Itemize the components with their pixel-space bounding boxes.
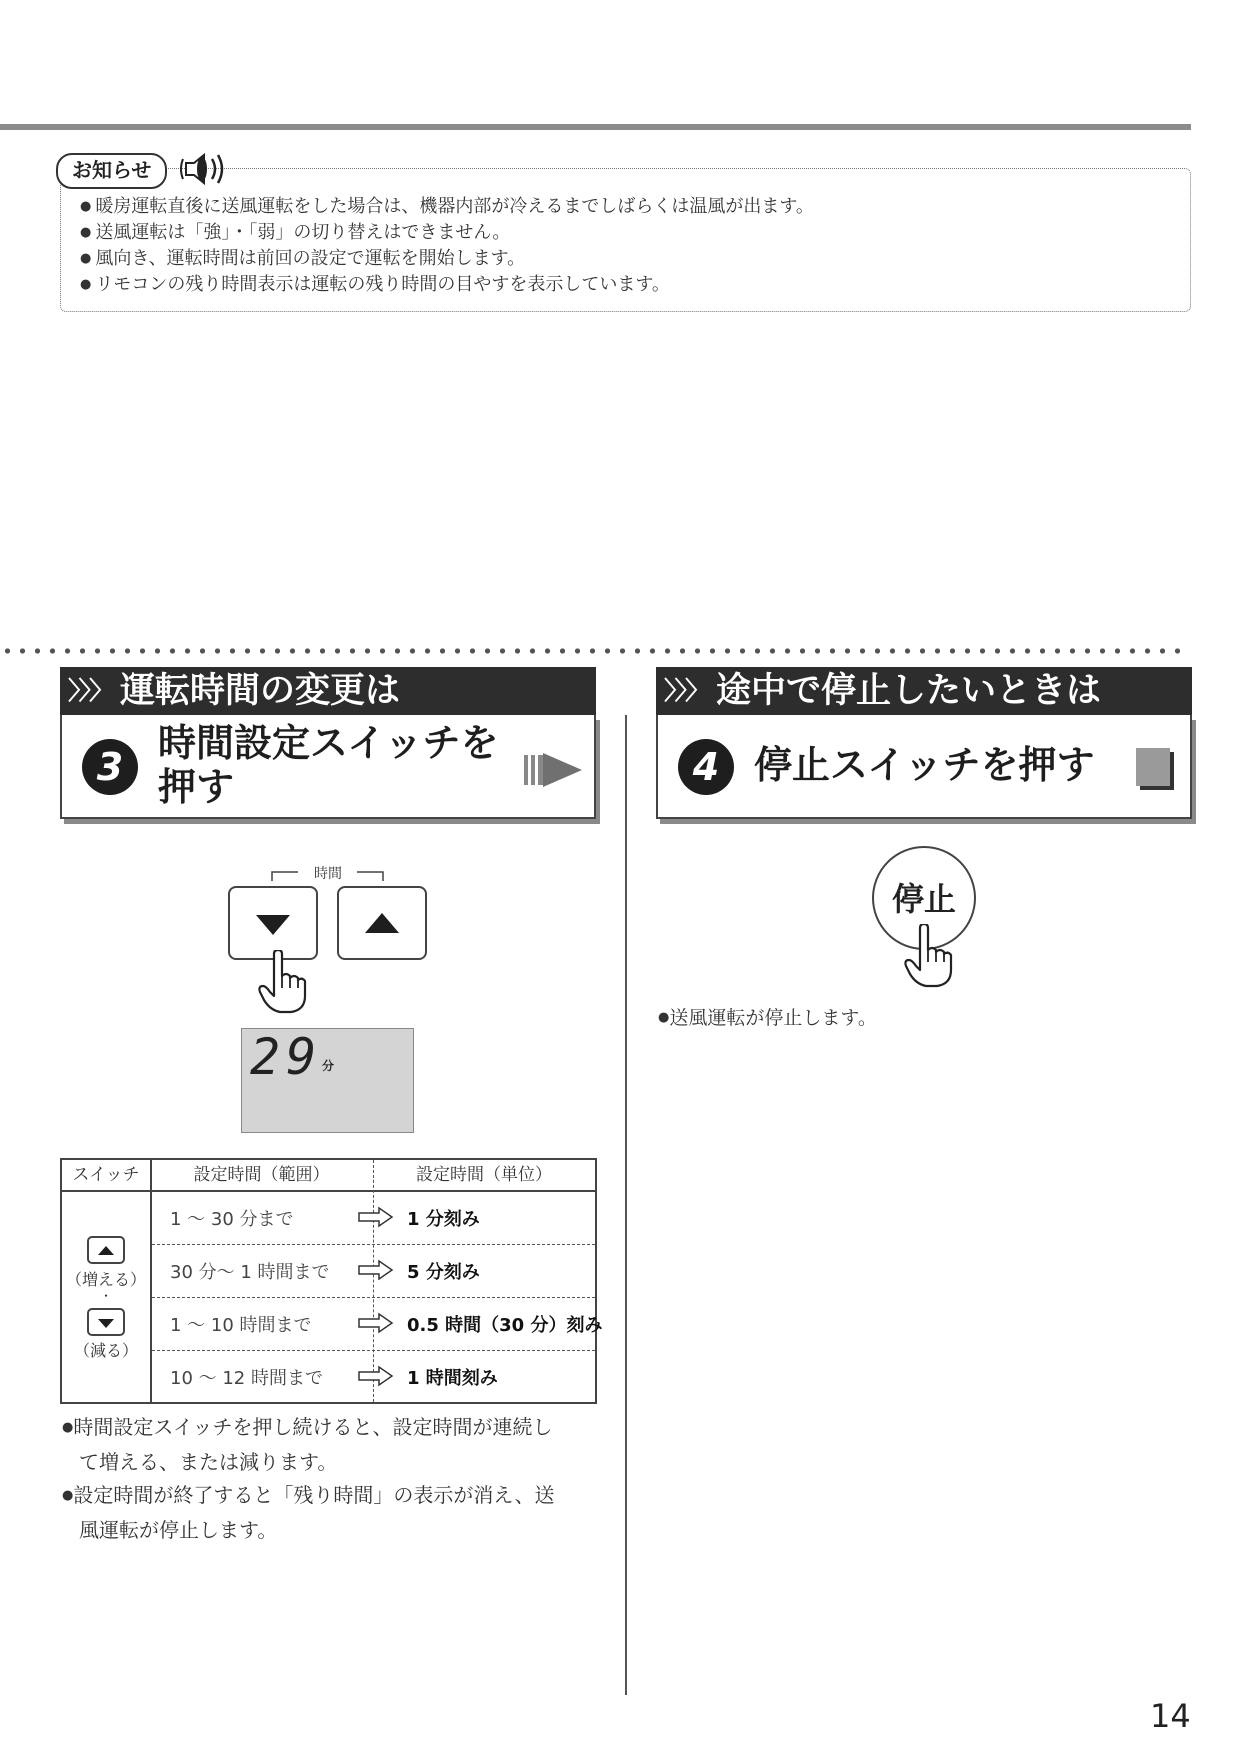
hollow-arrow-icon [358,1259,394,1281]
note-text: 風運転が停止します。 [79,1518,278,1542]
time-setting-table [60,1158,603,1404]
table-header-cell: 設定時間（範囲） [193,1165,330,1185]
top-rule [0,124,1191,130]
up-triangle-icon [365,913,399,933]
note-text: 設定時間が終了すると「残り時間」の表示が消え、送 [73,1483,555,1507]
switch-up-button [87,1236,125,1264]
table-col-line [150,1160,152,1402]
lcd-unit: 分 [322,1059,335,1073]
table-unit-cell: 1 時間刻み [407,1368,498,1389]
step-number: 4 [678,739,734,795]
note-text: て増える、または減ります。 [79,1450,338,1474]
stop-button-label: 停止 [891,880,956,918]
notice-item: ● 風向き、運転時間は前回の設定で運転を開始します。 [80,246,814,272]
table-range-cell: 1 ～ 30 分まで [170,1209,294,1230]
hollow-arrow-icon [358,1365,394,1387]
up-triangle-icon [98,1246,114,1255]
section-header-stop [656,667,1192,715]
table-header-cell: 設定時間（単位） [416,1165,552,1185]
speaker-icon [180,149,230,189]
section-title: 運転時間の変更は [120,671,401,711]
step-text-line1: 時間設定スイッチを [158,721,499,765]
right-note: ●送風運転が停止します。 [658,1007,877,1029]
hollow-arrow-icon [358,1312,394,1334]
table-header [62,1160,595,1192]
notice-item: ● リモコンの残り時間表示は運転の残り時間の目やすを表示しています。 [80,272,814,298]
hollow-arrow-icon [358,1206,394,1228]
table-unit-cell: 5 分刻み [407,1262,480,1283]
time-group-label: 時間 [314,866,342,882]
table-range-cell: 1 ～ 10 時間まで [170,1315,312,1336]
chevron-icon: 〉〉〉 [68,676,113,705]
down-triangle-icon [256,915,290,935]
section-header-time-change [60,667,596,715]
switch-down-label: （減る） [73,1341,138,1360]
table-row-line [152,1244,595,1245]
lcd-value: 29 [250,1028,323,1086]
pointing-hand-icon [904,924,954,988]
section-title: 途中で停止したいときは [716,671,1102,711]
switch-down-button [87,1308,125,1336]
time-down-button[interactable] [228,886,318,960]
step-text-line2: 押す [158,765,235,809]
time-up-button[interactable] [337,886,427,960]
stop-square-icon [1136,748,1170,786]
left-note-2: ●設定時間が終了すると「残り時間」の表示が消え、送 風運転が停止します。 [62,1478,602,1547]
down-triangle-icon [98,1319,114,1328]
table-range-cell: 10 ～ 12 時間まで [170,1368,323,1389]
table-row-line [152,1350,595,1351]
step-number: 3 [82,739,138,795]
note-text: 時間設定スイッチを押し続けると、設定時間が連続し [73,1415,553,1439]
notice-list [80,194,814,298]
lcd-display [241,1028,414,1133]
table-header-cell: スイッチ [72,1165,140,1185]
notice-badge: お知らせ [56,153,167,189]
column-divider [625,715,627,1695]
step-4-box [656,715,1192,819]
left-note-1: ●時間設定スイッチを押し続けると、設定時間が連続し て増える、または減ります。 [62,1410,602,1479]
table-row-line [152,1297,595,1298]
step-3-box [60,715,596,819]
note-text: 送風運転が停止します。 [669,1007,877,1029]
chevron-icon: 〉〉〉 [664,676,709,705]
step-text: 停止スイッチを押す [754,743,1095,787]
table-range-cell: 30 分～ 1 時間まで [170,1262,330,1283]
switch-separator: ・ [99,1289,112,1303]
notice-item: ● 暖房運転直後に送風運転をした場合は、機器内部が冷えるまでしばらくは温風が出ます。 [80,194,814,220]
next-arrow-icon [524,753,586,787]
table-unit-cell: 0.5 時間（30 分）刻み [407,1315,603,1336]
page-number: 14 [1150,1697,1191,1735]
pointing-hand-icon [258,950,308,1014]
switch-up-label: （増える） [65,1270,146,1289]
dotted-separator [0,647,1190,655]
table-unit-cell: 1 分刻み [407,1209,480,1230]
notice-item: ● 送風運転は「強」・「弱」の切り替えはできません。 [80,220,814,246]
